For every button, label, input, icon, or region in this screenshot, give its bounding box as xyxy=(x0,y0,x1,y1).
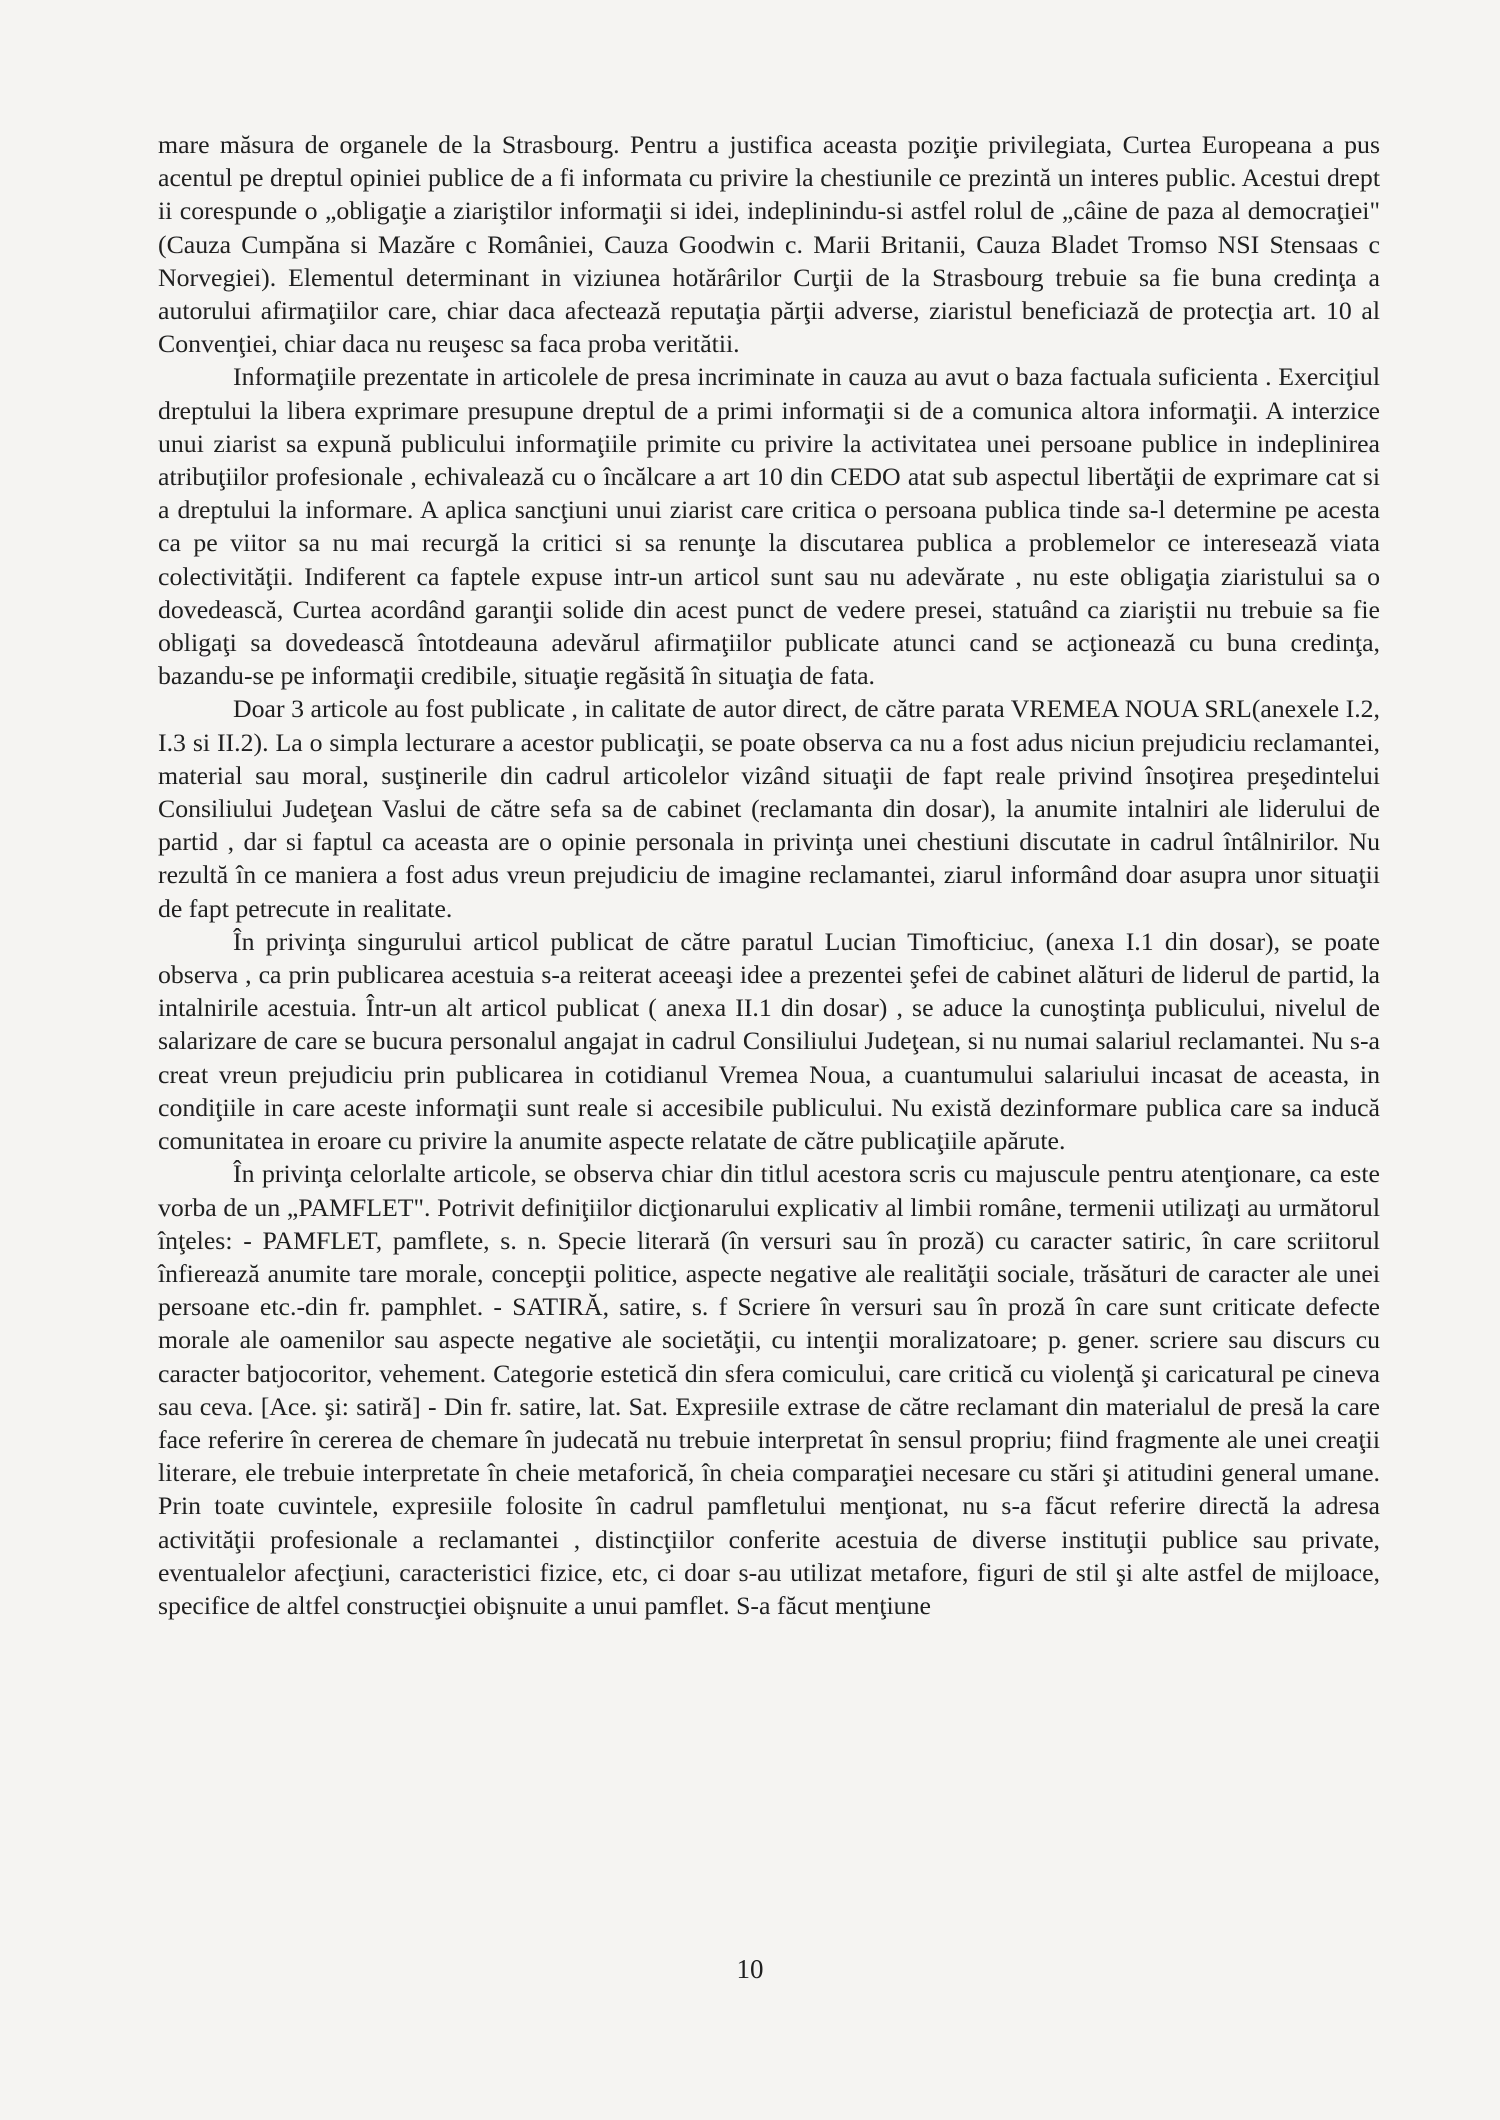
page-number: 10 xyxy=(736,1954,764,1984)
paragraph-2: Informaţiile prezentate in articolele de presa incriminate in cauza au avut o baza factuala suficienta . Exerciţiul dreptului la libera exprimare presupune dreptul de a primi informaţii si de a comunica altora informaţii. A interzice unui ziarist sa expună publicului informaţiile primite cu privire la activitatea unei persoane publice in indeplinirea atribuţiilor profesionale , echivalează cu o încălcare a art 10 din CEDO atat sub aspectul libertăţii de exprimare cat si a dreptului la informare. A aplica sancţiuni unui ziarist care critica o persoana publica tinde sa-l determine pe acesta ca pe viitor sa nu mai recurgă la critici si sa renunţe la discutarea publica a problemelor ce interesează viata colectivităţii. Indiferent ca faptele expuse intr-un articol sunt sau nu adevărate , nu este obligaţia ziaristului sa o dovedească, Curtea acordând garanţii solide din acest punct de vedere presei, statuând ca ziariştii nu trebuie sa fie obligaţi sa dovedească întotdeauna adevărul afirmaţiilor publicate atunci cand se acţionează cu buna credinţa, bazandu-se pe informaţii credibile, situaţie regăsită în situaţia de fata. xyxy=(158,362,1380,691)
paragraph-1: mare măsura de organele de la Strasbourg. Pentru a justifica aceasta poziţie privilegiata, Curtea Europeana a pus acentul pe dreptul opiniei publice de a fi informata cu privire la chestiunile ce prezintă un interes public. Acestui drept ii corespunde o „obligaţie a ziariştilor informaţii si idei, indeplinindu-si astfel rolul de „câine de paza al democraţiei" (Cauza Cumpăna si Mazăre c României, Cauza Goodwin c. Marii Britanii, Cauza Bladet Tromso NSI Stensaas c Norvegiei). Elementul determinant in viziunea hotărârilor Curţii de la Strasbourg trebuie sa fie buna credinţa a autorului afirmaţiilor care, chiar daca afectează reputaţia părţii adverse, ziaristul beneficiază de protecţia art. 10 al Convenţiei, chiar daca nu reuşesc sa faca proba veritătii. xyxy=(158,130,1380,359)
paragraph-5: În privinţa celorlalte articole, se observa chiar din titlul acestora scris cu majuscule pentru atenţionare, ca este vorba de un „PAMFLET". Potrivit definiţiilor dicţionarului explicativ al limbii române, termenii utilizaţi au următorul înţeles: - PAMFLET, pamflete, s. n. Specie literară (în versuri sau în proză) cu caracter satiric, în care scriitorul înfierează anumite tare morale, concepţii politice, aspecte negative ale realităţii sociale, trăsături de caracter ale unei persoane etc.-din fr. pamphlet. - SATIRĂ, satire, s. f Scriere în versuri sau în proză în care sunt criticate defecte morale ale oamenilor sau aspecte negative ale societăţii, cu intenţii moralizatoare; p. gener. scriere sau discurs cu caracter batjocoritor, vehement. Categorie estetică din sfera comicului, care critică cu violenţă şi caricatural pe cineva sau ceva. [Ace. şi: satiră] - Din fr. satire, lat. Sat. Expresiile extrase de către reclamant din materialul de presă la care face referire în cererea de chemare în judecată nu trebuie interpretat în sensul propriu; fiind fragmente ale unei creaţii literare, ele trebuie interpretate în cheie metaforică, în cheia comparaţiei necesare cu stări şi atitudini general umane. Prin toate cuvintele, expresiile folosite în cadrul pamfletului menţionat, nu s-a făcut referire directă la adresa activităţii profesionale a reclamantei , distincţiilor conferite acestuia de diverse instituţii publice sau private, eventualelor afecţiuni, caracteristici fizice, etc, ci doar s-au utilizat metafore, figuri de stil şi alte astfel de mijloace, specifice de altfel construcţiei obişnuite a unui pamflet. S-a făcut menţiune xyxy=(158,1159,1380,1620)
paragraph-4: În privinţa singurului articol publicat de către paratul Lucian Timofticiuc, (anexa I.1 din dosar), se poate observa , ca prin publicarea acestuia s-a reiterat aceeaşi idee a prezentei şefei de cabinet alături de liderul de partid, la intalnirile acestuia. Într-un alt articol publicat ( anexa II.1 din dosar) , se aduce la cunoştinţa publicului, nivelul de salarizare de care se bucura personalul angajat in cadrul Consiliului Judeţean, si nu numai salariul reclamantei. Nu s-a creat vreun prejudiciu prin publicarea in cotidianul Vremea Noua, a cuantumului salariului incasat de aceasta, in condiţiile in care aceste informaţii sunt reale si accesibile publicului. Nu există dezinformare publica care sa inducă comunitatea in eroare cu privire la anumite aspecte relatate de către publicaţiile apărute. xyxy=(158,926,1380,1156)
paragraph-3: Doar 3 articole au fost publicate , in calitate de autor direct, de către parata VREMEA NOUA SRL(anexele I.2, I.3 si II.2). La o simpla lecturare a acestor publicaţii, se poate observa ca nu a fost adus niciun prejudiciu reclamantei, material sau moral, susţinerile din cadrul articolelor vizând situaţii de fapt reale privind însoţirea preşedintelui Consiliului Judeţean Vaslui de către sefa sa de cabinet (reclamanta din dosar), la anumite intalniri ale liderului de partid , dar si faptul ca aceasta are o opinie personala in privinţa unei chestiuni discutate in cadrul întâlnirilor. Nu rezultă în ce maniera a fost adus vreun prejudiciu de imagine reclamantei, ziarul informând doar asupra unor situaţii de fapt petrecute in realitate. xyxy=(158,694,1380,923)
document-body xyxy=(158,128,1380,1622)
